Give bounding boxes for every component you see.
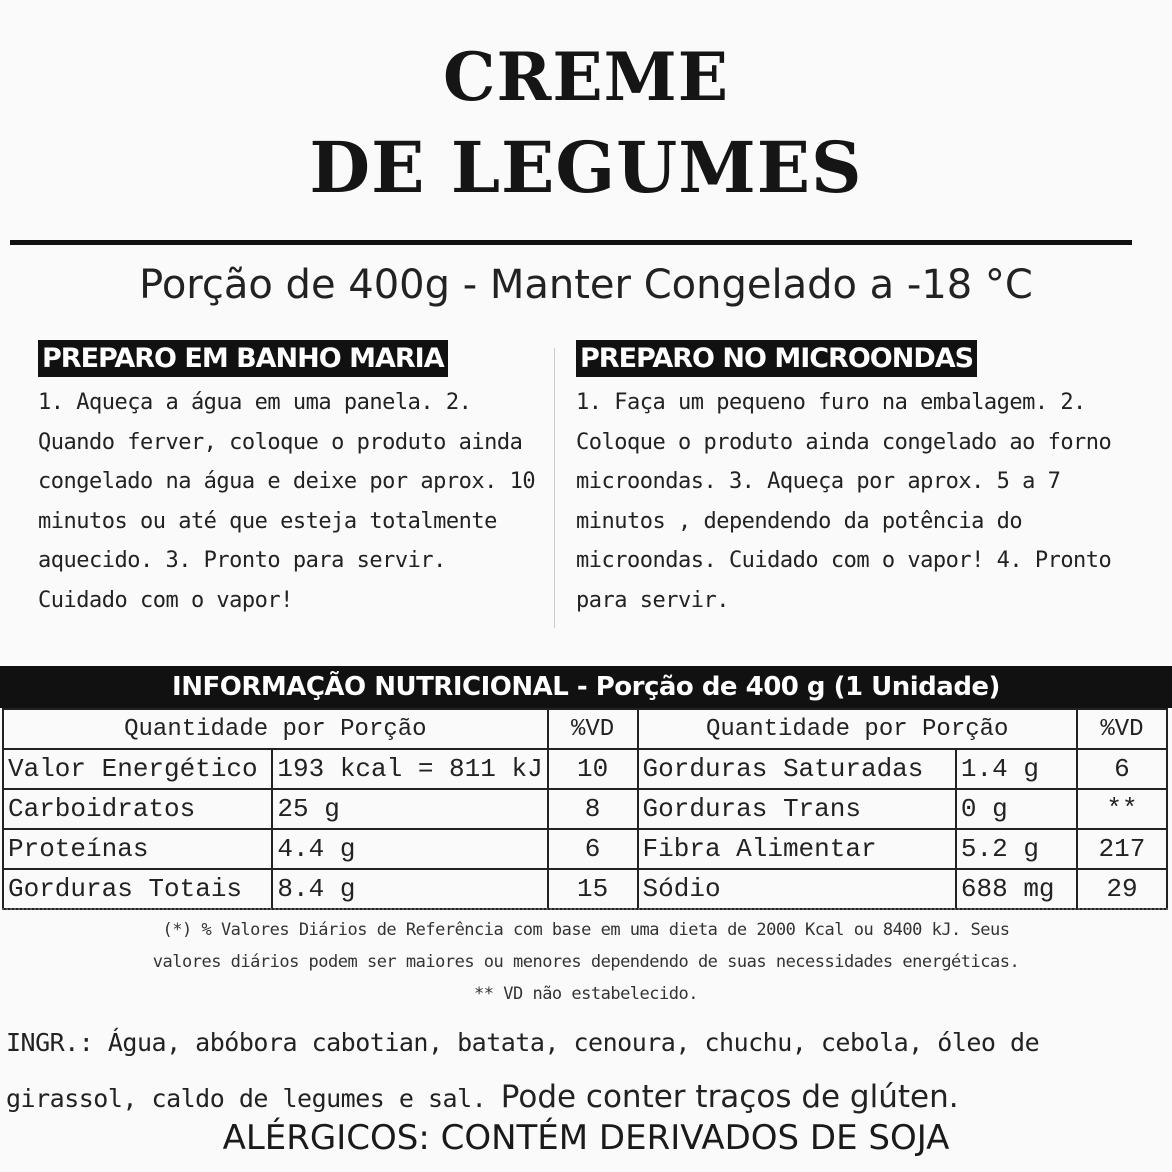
col-header-vd: %VD [548,709,638,749]
nutrient-vd: 8 [548,789,638,829]
nutrient-value: 4.4 g [272,829,547,869]
nutrient-name: Fibra Alimentar [638,829,956,869]
nutrition-footnotes [0,914,1172,1010]
col-header-vd: %VD [1077,709,1167,749]
nutrient-vd: ** [1077,789,1167,829]
microondas-heading: PREPARO NO MICROONDAS [576,340,977,377]
nutrient-vd: 6 [1077,749,1167,789]
nutrient-name: Gorduras Totais [3,869,272,909]
portion-line: Porção de 400g - Manter Congelado a -18 °C [139,262,1033,308]
gluten-warning: Pode conter traços de glúten. [500,1079,959,1115]
microondas-instructions: 1. Faça um pequeno furo na embalagem. 2. Coloque o produto ainda congelado ao forno microondas. 3. Aqueça por aprox. 5 a 7 minutos , dependendo da potência do microondas. Cuidado com o vapor! 4. Pronto para servir. [576,390,1112,613]
nutrient-value: 5.2 g [956,829,1077,869]
banho-maria-section [38,340,538,620]
nutrient-name: Proteínas [3,829,272,869]
nutrient-value: 25 g [272,789,547,829]
microondas-section [576,340,1146,620]
product-title-line2: DE LEGUMES [309,126,863,209]
col-header-qty: Quantidade por Porção [3,709,548,749]
footnote-line: valores diários podem ser maiores ou menores dependendo de suas necessidades energéticas. [152,952,1020,972]
col-header-qty: Quantidade por Porção [638,709,1077,749]
banho-maria-heading: PREPARO EM BANHO MARIA [38,340,448,377]
product-title-line1: CREME [442,38,730,116]
nutrient-vd: 29 [1077,869,1167,909]
nutrient-value: 688 mg [956,869,1077,909]
column-divider [554,348,555,628]
nutrient-vd: 15 [548,869,638,909]
table-row [3,829,1167,869]
allergens-warning: ALÉRGICOS: CONTÉM DERIVADOS DE SOJA [222,1118,950,1158]
banho-maria-instructions: 1. Aqueça a água em uma panela. 2. Quando ferver, coloque o produto ainda congelado na água e deixe por aprox. 10 minutos ou até que esteja totalmente aquecido. 3. Pronto para servir. Cuidado com o vapor! [38,390,536,613]
footnote-line: ** VD não estabelecido. [474,984,698,1004]
nutrient-name: Gorduras Trans [638,789,956,829]
nutrition-header-row [3,709,1167,749]
footnote-line: (*) % Valores Diários de Referência com base em uma dieta de 2000 Kcal ou 8400 kJ. Seus [162,920,1010,940]
nutrient-value: 0 g [956,789,1077,829]
table-row [3,749,1167,789]
nutrition-table [2,708,1168,910]
nutrient-vd: 6 [548,829,638,869]
nutrient-name: Gorduras Saturadas [638,749,956,789]
ingredients [6,1016,1166,1126]
nutrient-value: 193 kcal = 811 kJ [272,749,547,789]
nutrient-vd: 217 [1077,829,1167,869]
nutrient-value: 1.4 g [956,749,1077,789]
nutrient-name: Carboidratos [3,789,272,829]
nutrient-value: 8.4 g [272,869,547,909]
table-row [3,789,1167,829]
nutrient-name: Valor Energético [3,749,272,789]
ingredients-list: INGR.: Água, abóbora cabotian, batata, cenoura, chuchu, cebola, óleo de girassol, caldo de legumes e sal. [6,1028,1040,1113]
nutrient-name: Sódio [638,869,956,909]
nutrient-vd: 10 [548,749,638,789]
title-divider [10,240,1132,245]
table-row [3,869,1167,909]
nutrition-heading: INFORMAÇÃO NUTRICIONAL - Porção de 400 g (1 Unidade) [0,666,1172,708]
